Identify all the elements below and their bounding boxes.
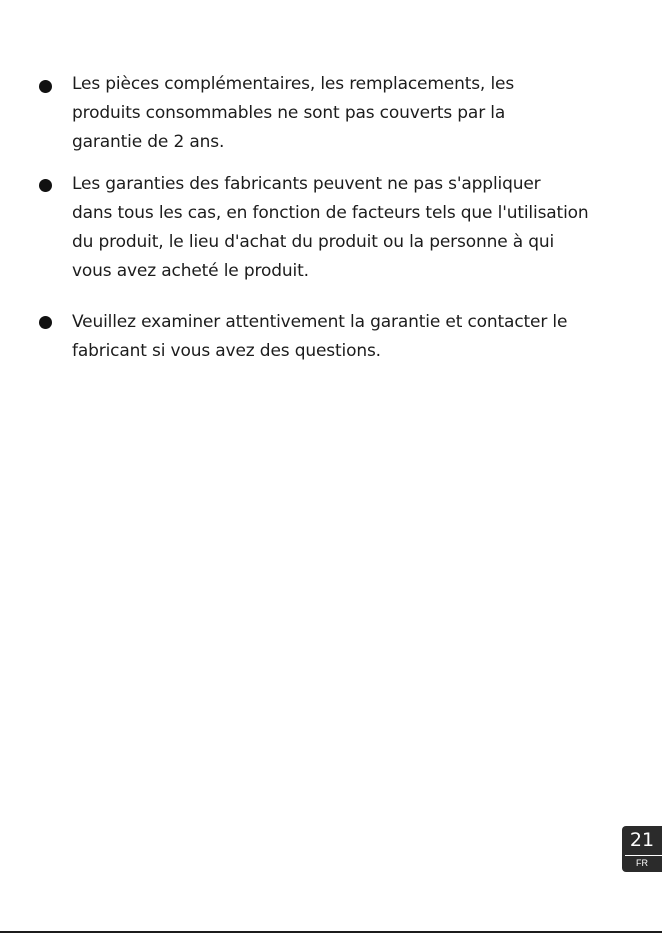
bullet-text-line: Veuillez examiner attentivement la garantie et contacter le xyxy=(72,312,568,332)
bullet-text-line: Les garanties des fabricants peuvent ne pas s'appliquer xyxy=(72,174,541,194)
page-number: 21 xyxy=(629,829,655,851)
bullet-text-line: du produit, le lieu d'achat du produit ou la personne à qui xyxy=(72,232,555,252)
page-badge-divider xyxy=(625,855,662,856)
bullet-dot-icon xyxy=(39,80,52,93)
bullet-dot-icon xyxy=(39,179,52,192)
bullet-text-line: produits consommables ne sont pas couverts par la xyxy=(72,103,506,123)
bullet-dot-icon xyxy=(39,316,52,329)
bullet-text-line: vous avez acheté le produit. xyxy=(72,261,309,281)
bullet-text-line: garantie de 2 ans. xyxy=(72,132,225,152)
page-badge xyxy=(622,826,662,872)
bullet-text-line: dans tous les cas, en fonction de facteurs tels que l'utilisation xyxy=(72,203,589,223)
bullet-text-line: Les pièces complémentaires, les remplacements, les xyxy=(72,74,515,94)
page-language-code: FR xyxy=(636,858,648,868)
bullet-text-line: fabricant si vous avez des questions. xyxy=(72,341,381,361)
